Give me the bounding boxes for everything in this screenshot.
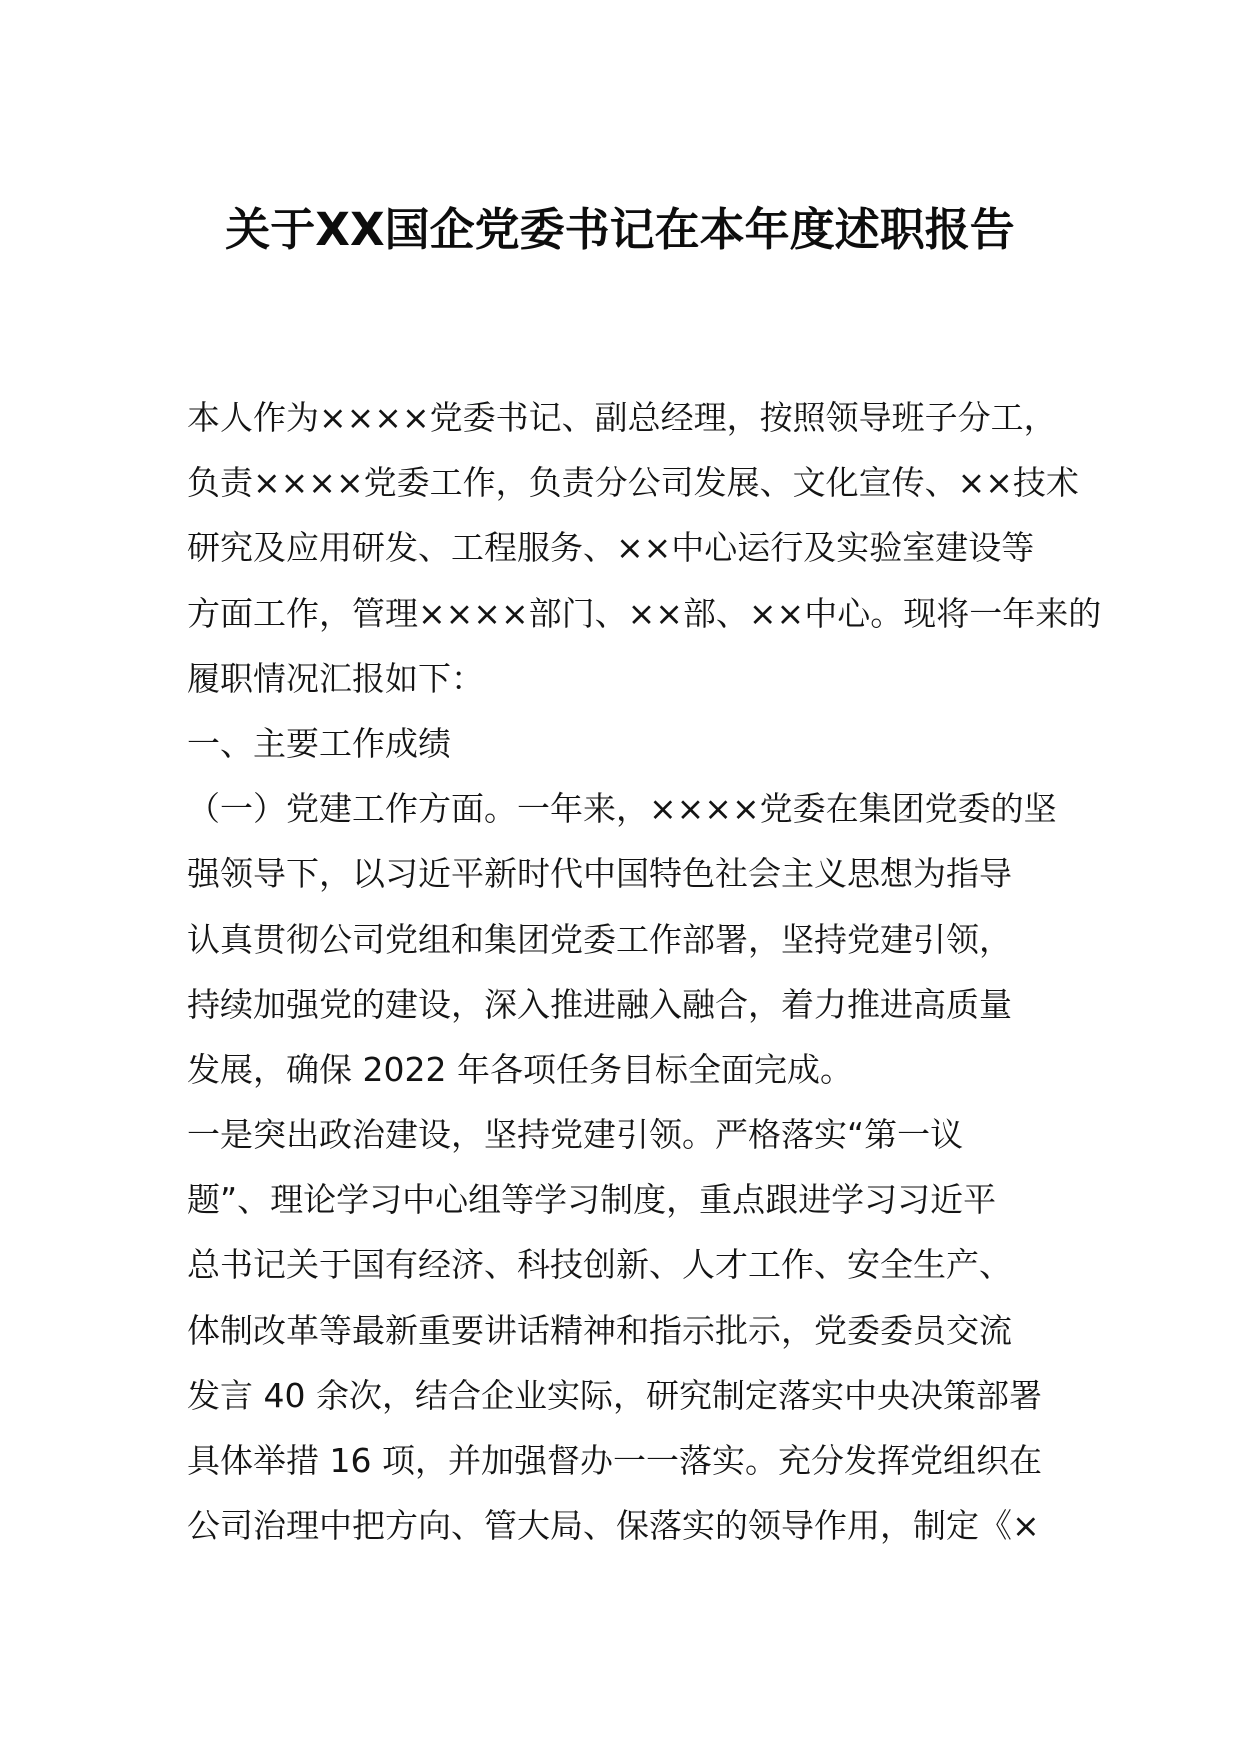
section-heading: 一、主要工作成绩 xyxy=(187,723,451,763)
body-line: 题”、理论学习中心组等学习制度，重点跟进学习习近平 xyxy=(187,1180,997,1220)
body-line: 体制改革等最新重要讲话精神和指示批示，党委委员交流 xyxy=(187,1310,1012,1350)
body-line: 强领导下，以习近平新时代中国特色社会主义思想为指导 xyxy=(187,854,1012,894)
body-line: 公司治理中把方向、管大局、保落实的领导作用，制定《× xyxy=(187,1506,1040,1546)
document-title: 关于XX国企党委书记在本年度述职报告 xyxy=(225,203,1015,256)
body-line: 方面工作，管理××××部门、××部、××中心。现将一年来的 xyxy=(187,593,1102,633)
body-line: 具体举措 16 项，并加强督办一一落实。充分发挥党组织在 xyxy=(187,1441,1042,1480)
body-line: 持续加强党的建设，深入推进融入融合，着力推进高质量 xyxy=(187,984,1012,1024)
body-line: 负责××××党委工作，负责分公司发展、文化宣传、××技术 xyxy=(187,463,1079,503)
document-body xyxy=(187,385,1102,1558)
body-line: 本人作为××××党委书记、副总经理，按照领导班子分工， xyxy=(187,398,1057,437)
body-line: 研究及应用研发、工程服务、××中心运行及实验室建设等 xyxy=(187,528,1035,568)
body-line: （一）党建工作方面。一年来，××××党委在集团党委的坚 xyxy=(187,789,1057,829)
body-line: 发展，确保 2022 年各项任务目标全面完成。 xyxy=(187,1049,853,1089)
body-line: 认真贯彻公司党组和集团党委工作部署，坚持党建引领， xyxy=(187,919,1012,959)
body-line: 总书记关于国有经济、科技创新、人才工作、安全生产、 xyxy=(187,1245,1012,1285)
body-line: 一是突出政治建设，坚持党建引领。严格落实“第一议 xyxy=(187,1115,964,1155)
body-line: 履职情况汇报如下： xyxy=(187,658,484,698)
body-line: 发言 40 余次，结合企业实际，研究制定落实中央决策部署 xyxy=(187,1375,1042,1415)
